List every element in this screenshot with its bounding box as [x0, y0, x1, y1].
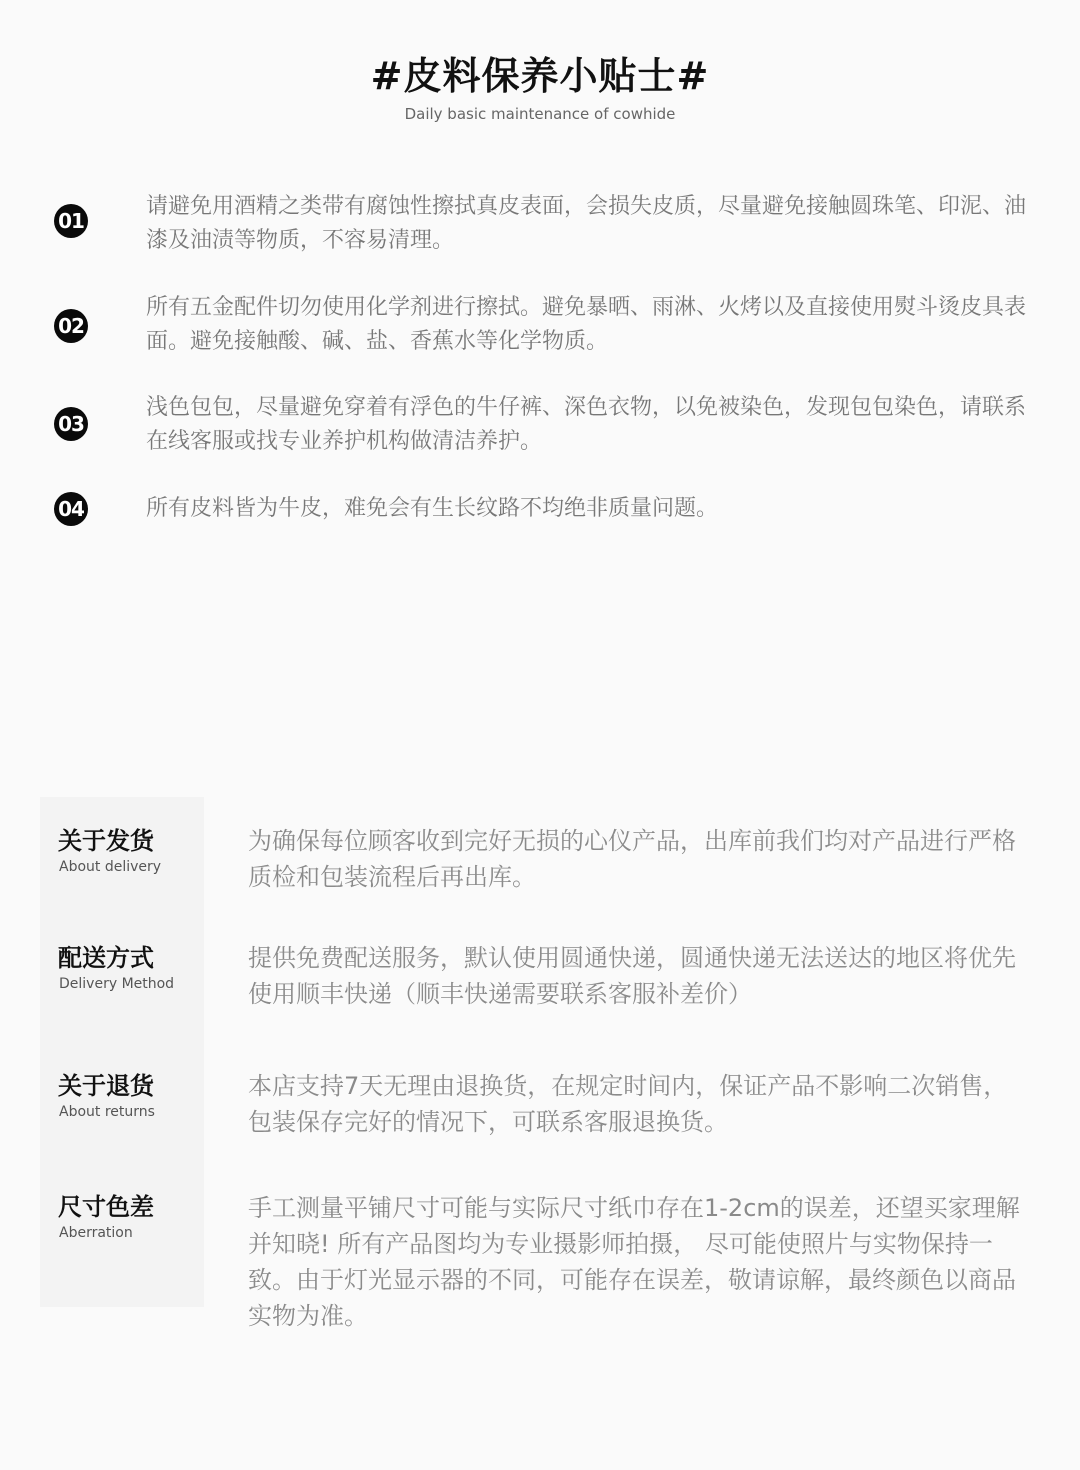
service-subtitle: Delivery Method [59, 976, 175, 992]
service-subtitle: About returns [59, 1104, 155, 1120]
tip-text: 所有皮料皆为牛皮，难免会有生长纹路不均绝非质量问题。 [146, 496, 719, 521]
page-title: #皮料保养小贴士# [370, 54, 710, 98]
service-text: 提供免费配送服务，默认使用圆通快递，圆通快递无法送达的地区将优先使用顺丰快递（顺丰快递需要联系客服补差价） [248, 944, 1016, 1008]
page-subtitle: Daily basic maintenance of cowhide [404, 105, 676, 123]
tip-number-badge: 02 [54, 309, 88, 343]
tip-number-badge: 04 [54, 492, 88, 526]
service-text: 手工测量平铺尺寸可能与实际尺寸纸巾存在1-2cm的误差，还望买家理解并知晓! 所有产品图均为专业摄影师拍摄， 尽可能使照片与实物保持一致。由于灯光显示器的不同，可能存在误差，敬请谅解，最终颜色以商品实物为准。 [248, 1194, 1020, 1330]
tip-number-badge: 01 [54, 204, 88, 238]
tip-text: 所有五金配件切勿使用化学剂进行擦拭。避免暴晒、雨淋、火烤以及直接使用熨斗烫皮具表面。避免接触酸、碱、盐、香蕉水等化学物质。 [146, 295, 1027, 354]
header [0, 48, 1080, 124]
service-text: 为确保每位顾客收到完好无损的心仪产品，出库前我们均对产品进行严格质检和包装流程后再出库。 [248, 827, 1016, 891]
tip-text: 请避免用酒精之类带有腐蚀性擦拭真皮表面，会损失皮质，尽量避免接触圆珠笔、印泥、油漆及油渍等物质，不容易清理。 [146, 194, 1027, 253]
service-title: 配送方式 [58, 944, 154, 972]
tip-text: 浅色包包，尽量避免穿着有浮色的牛仔裤、深色衣物，以免被染色，发现包包染色，请联系在线客服或找专业养护机构做清洁养护。 [146, 395, 1027, 454]
service-title: 关于退货 [58, 1072, 154, 1100]
service-title: 尺寸色差 [58, 1193, 154, 1221]
service-title: 关于发货 [58, 827, 154, 855]
service-text: 本店支持7天无理由退换货，在规定时间内，保证产品不影响二次销售，包装保存完好的情况下，可联系客服退换货。 [248, 1072, 1008, 1136]
service-subtitle: About delivery [59, 859, 162, 875]
tip-number-badge: 03 [54, 407, 88, 441]
service-subtitle: Aberration [59, 1225, 133, 1241]
